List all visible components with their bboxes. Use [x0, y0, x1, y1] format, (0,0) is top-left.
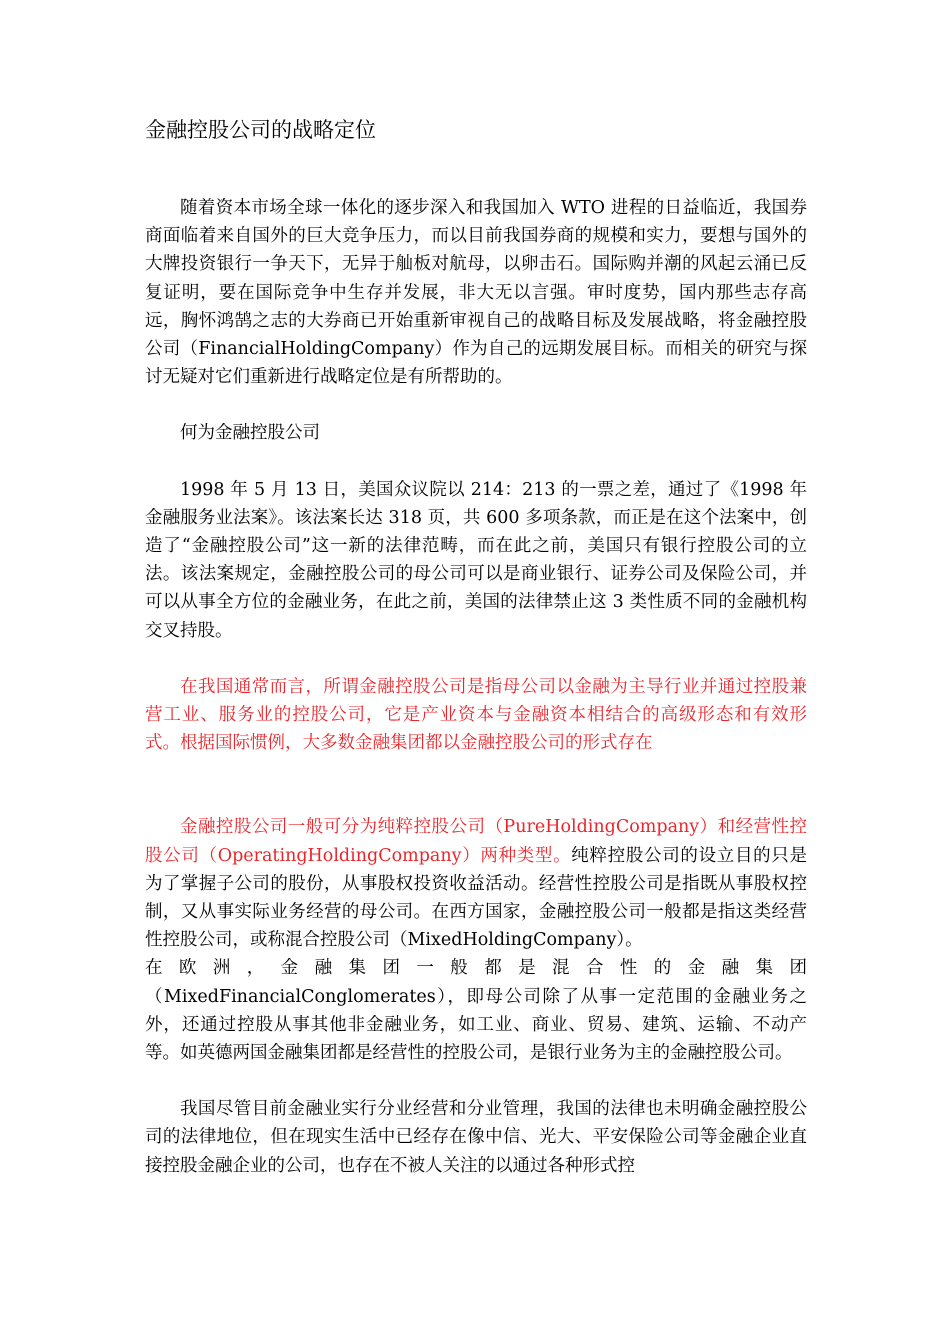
paragraph-types-spaced-line: 在 欧 洲 ， 金 融 集 团 一 般 都 是 混 合 性 的 金 融 集 团 [145, 958, 807, 979]
paragraph-law-history: 1998 年 5 月 13 日，美国众议院以 214：213 的一票之差，通过了《1998 年金融服务业法案》。该法案长达 318 页，共 600 多项条款，而正是在这个法案中，创造了“金融控股公司”这一新的法律范畴，而在此之前，美国只有银行控股公司的立法。该法案规定，金融控股公司的母公司可以是商业银行、证券公司及保险公司，并可以从事全方位的金融业务，在此之前，美国的法律禁止这 3 类性质不同的金融机构交叉持股。 [145, 479, 807, 641]
paragraph-intro: 随着资本市场全球一体化的逐步深入和我国加入 WTO 进程的日益临近，我国券商面临着来自国外的巨大竞争压力，而以目前我国券商的规模和实力，要想与国外的大牌投资银行一争天下，无异于舢板对航母，以卵击石。国际购并潮的风起云涌已反复证明，要在国际竞争中生存并发展，非大无以言强。审时度势，国内那些志存高远，胸怀鸿鹄之志的大券商已开始重新审视自己的战略目标及发展战略，将金融控股公司（FinancialHoldingCompany）作为自己的远期发展目标。而相关的研究与探讨无疑对它们重新进行战略定位是有所帮助的。 [145, 198, 807, 388]
types-highlighted-text: 金融控股公司一般可分为纯粹控股公司（PureHoldingCompany）和经营性控股公司（OperatingHoldingCompany）两种类型。 [145, 817, 807, 866]
paragraph-types-tail: （MixedFinancialConglomerates），即母公司除了从事一定范围的金融业务之外，还通过控股从事其他非金融业务，如工业、商业、贸易、建筑、运输、不动产等。如英德两国金融集团都是经营性的控股公司，是银行业务为主的金融控股公司。 [145, 986, 807, 1064]
paragraph-types [145, 813, 807, 1067]
types-normal-text: 纯粹控股公司的设立目的只是为了掌握子公司的股份，从事股权投资收益活动。经营性控股公司是指既从事股权控制，又从事实际业务经营的母公司。在西方国家，金融控股公司一般都是指这类经营性控股公司，或称混合控股公司（MixedHoldingCompany）。 [145, 845, 807, 951]
paragraph-types-main [145, 813, 807, 954]
section-heading: 何为金融控股公司 [180, 423, 320, 444]
document-body [145, 115, 807, 1208]
paragraph-china-status: 我国尽管目前金融业实行分业经营和分业管理，我国的法律也未明确金融控股公司的法律地位，但在现实生活中已经存在像中信、光大、平安保险公司等金融企业直接控股金融企业的公司，也存在不被人关注的以通过各种形式控 [145, 1099, 807, 1176]
document-title: 金融控股公司的战略定位 [145, 118, 376, 142]
paragraph-definition-highlighted: 在我国通常而言，所谓金融控股公司是指母公司以金融为主导行业并通过控股兼营工业、服务业的控股公司，它是产业资本与金融资本相结合的高级形态和有效形式。根据国际惯例，大多数金融集团都以金融控股公司的形式存在 [145, 676, 807, 754]
